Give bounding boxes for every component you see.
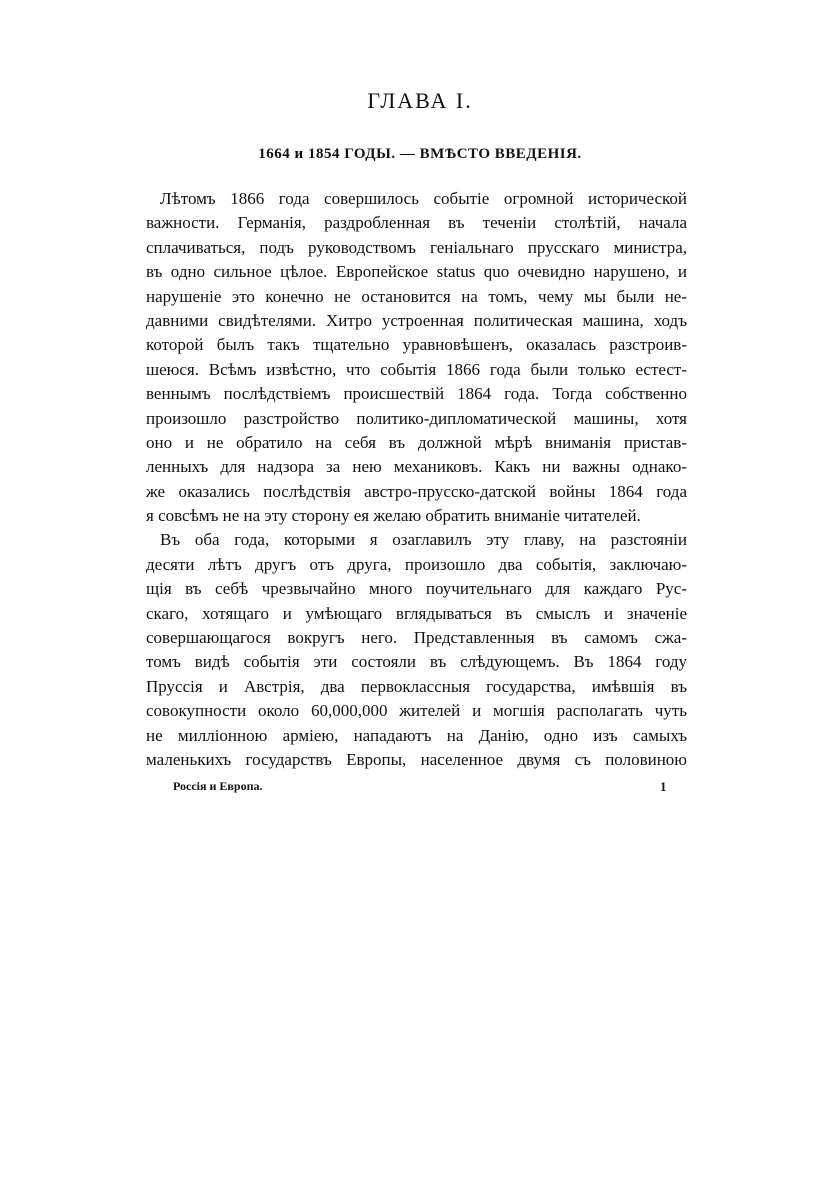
text-line: Пруссія и Австрія, два первоклассныя государства, имѣвшія въ [146, 676, 687, 696]
text-line: Въ оба года, которыми я озаглавилъ эту главу, на разстояніи [160, 530, 687, 550]
text-line: важности. Германія, раздробленная въ теченіи столѣтій, начала [146, 213, 687, 233]
text-line: совершающагося вокругъ него. Представленныя въ самомъ сжа- [146, 628, 687, 648]
text-line: веннымъ послѣдствіемъ происшествій 1864 года. Тогда собственно [146, 384, 687, 404]
text-line: десяти лѣтъ другъ отъ друга, произошло два событія, заключаю- [146, 554, 687, 574]
text-line: ленныхъ для надзора за нею механиковъ. Какъ ни важны однако- [146, 457, 687, 477]
text-line: произошло разстройство политико-дипломатической машины, хотя [146, 408, 687, 428]
page-footer [173, 779, 673, 797]
text-line: я совсѣмъ не на эту сторону ея желаю обратить вниманіе читателей. [146, 506, 641, 526]
footer-signature: Россія и Европа. [173, 779, 263, 793]
text-line: шеюся. Всѣмъ извѣстно, что событія 1866 года были только естест- [146, 359, 687, 379]
paragraph-2 [146, 528, 687, 772]
text-line: оно и не обратило на себя въ должной мѣрѣ вниманія пристав- [146, 432, 687, 452]
text-line: маленькихъ государствъ Европы, населенное двумя съ половиною [146, 749, 687, 769]
paragraph-1 [146, 187, 687, 528]
body-text [146, 187, 687, 772]
text-line: же оказались послѣдствія австро-прусско-датской войны 1864 года [146, 481, 687, 501]
sheet-number: 1 [660, 779, 667, 794]
chapter-title: ГЛАВА I. [367, 88, 473, 113]
text-line: Лѣтомъ 1866 года совершилось событіе огромной исторической [160, 189, 687, 208]
text-line: нарушеніе это конечно не остановится на томъ, чему мы были не- [146, 286, 687, 306]
chapter-subtitle: 1664 и 1854 ГОДЫ. — ВМѢСТО ВВЕДЕНІЯ. [258, 146, 582, 162]
text-line: давними свидѣтелями. Хитро устроенная политическая машина, ходъ [146, 310, 687, 330]
text-line: въ одно сильное цѣлое. Европейское status quo очевидно нарушено, и [146, 262, 687, 282]
text-line: томъ видѣ событія эти состояли въ слѣдующемъ. Въ 1864 году [146, 652, 687, 672]
text-line: скаго, хотящаго и умѣющаго вглядываться въ смыслъ и значеніе [146, 603, 687, 623]
text-line: которой былъ такъ тщательно уравновѣшенъ, оказалась разстроив- [146, 335, 687, 355]
text-line: сплачиваться, подъ руководствомъ геніальнаго прусскаго министра, [146, 237, 687, 257]
text-line: не милліонною арміею, нападаютъ на Данію, одно изъ самыхъ [146, 725, 687, 745]
text-line: совокупности около 60,000,000 жителей и могшія располагать чуть [146, 701, 687, 721]
text-line: щія въ себѣ чрезвычайно много поучительнаго для каждаго Рус- [146, 579, 687, 599]
